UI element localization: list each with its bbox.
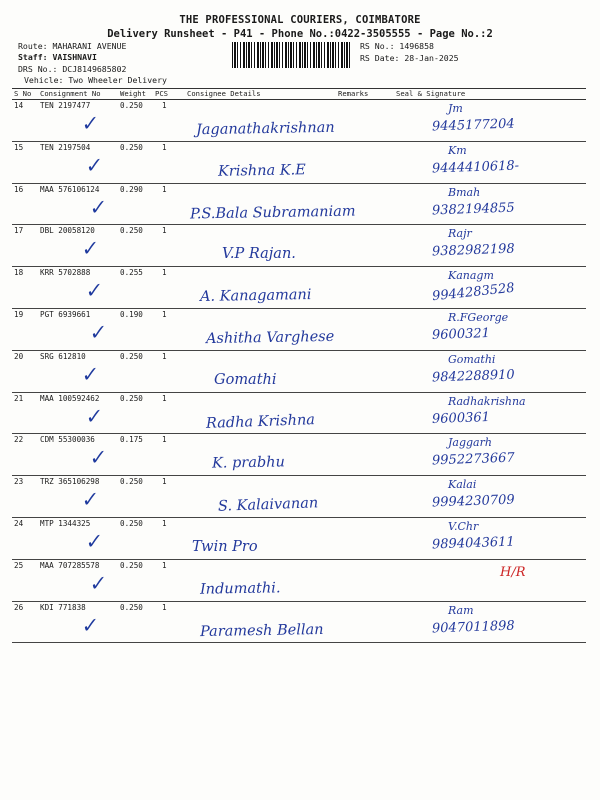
runsheet-title: THE PROFESSIONAL COURIERS, COIMBATORE xyxy=(179,14,421,26)
cell-pcs: 1 xyxy=(162,393,167,403)
cell-weight: 0.250 xyxy=(120,142,143,152)
check-mark-icon: ✓ xyxy=(89,444,108,471)
rs-number: RS No.: 1496858 xyxy=(360,41,434,51)
table-row xyxy=(12,350,586,393)
cell-weight: 0.250 xyxy=(120,602,143,612)
cell-pcs: 1 xyxy=(162,142,167,152)
table-row xyxy=(12,433,586,476)
check-mark-icon: ✓ xyxy=(81,360,100,387)
table-row xyxy=(12,99,586,142)
cell-consignment-no: TEN 2197477 xyxy=(40,101,91,110)
cell-weight: 0.250 xyxy=(120,477,143,487)
recipient-phone: 9952273667 xyxy=(431,450,515,469)
cell-sno: 17 xyxy=(14,226,24,236)
signature: Kalai xyxy=(448,478,477,492)
cell-pcs: 1 xyxy=(162,351,167,361)
signature: Jm xyxy=(448,102,463,115)
cell-consignment-no: MTP 1344325 xyxy=(40,519,91,528)
cell-pcs: 1 xyxy=(162,268,167,278)
runsheet-subtitle: Delivery Runsheet - P41 - Phone No.:0422-3505555 - Page No.:2 xyxy=(107,28,493,40)
recipient-phone: 9382982198 xyxy=(431,241,515,260)
consignee-name: Jaganathakrishnan xyxy=(195,119,335,139)
col-remarks: Remarks xyxy=(338,89,369,98)
signature: Km xyxy=(448,143,467,157)
cell-weight: 0.250 xyxy=(120,351,143,361)
table-row xyxy=(12,517,586,560)
cell-pcs: 1 xyxy=(162,101,167,110)
check-mark-icon: ✓ xyxy=(85,151,104,178)
consignee-name: Gomathi xyxy=(214,371,277,388)
cell-sno: 24 xyxy=(14,519,24,528)
cell-pcs: 1 xyxy=(162,519,167,528)
cell-consignment-no: SRG 612810 xyxy=(40,351,86,361)
cell-weight: 0.250 xyxy=(120,519,143,528)
cell-pcs: 1 xyxy=(162,310,167,319)
consignee-name: Twin Pro xyxy=(192,539,258,555)
barcode xyxy=(232,42,350,68)
recipient-phone: 9842288910 xyxy=(431,367,515,386)
consignee-name: Radha Krishna xyxy=(205,411,316,432)
cell-consignment-no: TRZ 365106298 xyxy=(40,477,100,487)
cell-weight: 0.250 xyxy=(120,560,143,570)
recipient-phone: 9445177204 xyxy=(431,116,515,135)
route: Route: MAHARANI AVENUE xyxy=(18,41,127,51)
cell-consignment-no: MAA 100592462 xyxy=(40,393,100,403)
cell-consignment-no: TEN 2197504 xyxy=(40,142,91,152)
check-mark-icon: ✓ xyxy=(85,277,104,304)
remark-note: H/R xyxy=(500,564,526,580)
cell-sno: 26 xyxy=(14,602,24,612)
consignee-name: Krishna K.E xyxy=(217,162,306,180)
col-consignee: Consignee Details xyxy=(187,89,261,98)
rs-date: RS Date: 28-Jan-2025 xyxy=(360,53,459,63)
cell-sno: 15 xyxy=(14,142,24,152)
cell-pcs: 1 xyxy=(162,435,167,445)
consignee-name: P.S.Bala Subramaniam xyxy=(189,203,356,223)
signature: Bmah xyxy=(448,185,481,199)
drs-number: DRS No.: DCJ8149685802 xyxy=(18,64,127,74)
signature: Kanagm xyxy=(448,269,494,283)
col-consignment: Consignment No xyxy=(40,89,101,98)
recipient-phone: 9600321 xyxy=(431,325,491,344)
signature: Jaggarh xyxy=(448,436,492,450)
cell-consignment-no: CDM 55300036 xyxy=(40,435,95,445)
cell-sno: 18 xyxy=(14,268,24,278)
consignee-name: K. prabhu xyxy=(211,454,286,473)
cell-consignment-no: PGT 6939661 xyxy=(40,310,91,319)
cell-pcs: 1 xyxy=(162,226,167,236)
col-sno: S No xyxy=(14,89,32,98)
cell-weight: 0.175 xyxy=(120,435,143,445)
cell-pcs: 1 xyxy=(162,602,167,612)
check-mark-icon: ✓ xyxy=(85,527,104,555)
cell-sno: 20 xyxy=(14,351,24,361)
check-mark-icon: ✓ xyxy=(81,235,100,262)
cell-pcs: 1 xyxy=(162,184,167,194)
consignee-name: Paramesh Bellan xyxy=(199,621,324,640)
consignee-name: V.P Rajan. xyxy=(222,246,296,263)
consignee-name: Indumathi. xyxy=(199,580,281,598)
col-pcs: PCS xyxy=(155,89,168,98)
table-row xyxy=(12,183,586,226)
check-mark-icon: ✓ xyxy=(89,193,108,220)
consignee-name: Ashitha Varghese xyxy=(205,328,335,348)
signature: Radhakrishna xyxy=(448,394,526,408)
check-mark-icon: ✓ xyxy=(85,402,104,429)
cell-weight: 0.250 xyxy=(120,393,143,403)
cell-consignment-no: MAA 707285578 xyxy=(40,560,100,570)
check-mark-icon: ✓ xyxy=(89,569,108,596)
check-mark-icon: ✓ xyxy=(81,611,100,638)
table-row xyxy=(12,308,586,351)
cell-pcs: 1 xyxy=(162,560,167,570)
table-row xyxy=(12,224,586,267)
vehicle: Vehicle: Two Wheeler Delivery xyxy=(24,75,167,85)
check-mark-icon: ✓ xyxy=(81,109,100,137)
cell-weight: 0.290 xyxy=(120,184,143,194)
cell-sno: 21 xyxy=(14,393,24,403)
cell-consignment-no: KDI 771838 xyxy=(40,602,86,612)
cell-weight: 0.250 xyxy=(120,226,143,236)
recipient-phone: 9444410618- xyxy=(431,158,520,177)
table-row xyxy=(12,392,586,435)
signature: Ram xyxy=(448,603,474,617)
cell-sno: 19 xyxy=(14,310,24,319)
signature: Rajr xyxy=(448,227,472,241)
consignee-name: A. Kanagamani xyxy=(199,287,312,306)
check-mark-icon: ✓ xyxy=(81,486,100,513)
recipient-phone: 9600361 xyxy=(431,409,491,427)
table-row xyxy=(12,559,586,602)
cell-consignment-no: KRR 5702888 xyxy=(40,268,91,278)
col-seal: Seal & Signature xyxy=(396,89,466,98)
cell-sno: 25 xyxy=(14,560,24,570)
cell-sno: 22 xyxy=(14,435,24,445)
recipient-phone: 9894043611 xyxy=(431,534,515,553)
table-row xyxy=(12,141,586,184)
check-mark-icon: ✓ xyxy=(89,318,108,346)
cell-weight: 0.250 xyxy=(120,101,143,110)
signature: V.Chr xyxy=(448,520,479,533)
cell-consignment-no: MAA 576106124 xyxy=(40,184,100,194)
cell-weight: 0.190 xyxy=(120,310,143,319)
signature: R.FGeorge xyxy=(448,311,509,324)
cell-weight: 0.255 xyxy=(120,268,143,278)
cell-sno: 14 xyxy=(14,101,24,110)
staff: Staff: VAISHNAVI xyxy=(18,52,97,62)
table-row xyxy=(12,266,586,309)
signature: Gomathi xyxy=(448,352,496,366)
recipient-phone: 9382194855 xyxy=(431,200,515,219)
table-row xyxy=(12,601,586,644)
recipient-phone: 9994230709 xyxy=(431,492,515,511)
cell-sno: 23 xyxy=(14,477,24,487)
col-weight: Weight xyxy=(120,89,146,98)
cell-sno: 16 xyxy=(14,184,24,194)
consignee-name: S. Kalaivanan xyxy=(217,495,319,515)
recipient-phone: 9944283528 xyxy=(431,280,516,305)
cell-consignment-no: DBL 20058120 xyxy=(40,226,95,236)
table-row xyxy=(12,475,586,518)
cell-pcs: 1 xyxy=(162,477,167,487)
recipient-phone: 9047011898 xyxy=(431,618,515,637)
